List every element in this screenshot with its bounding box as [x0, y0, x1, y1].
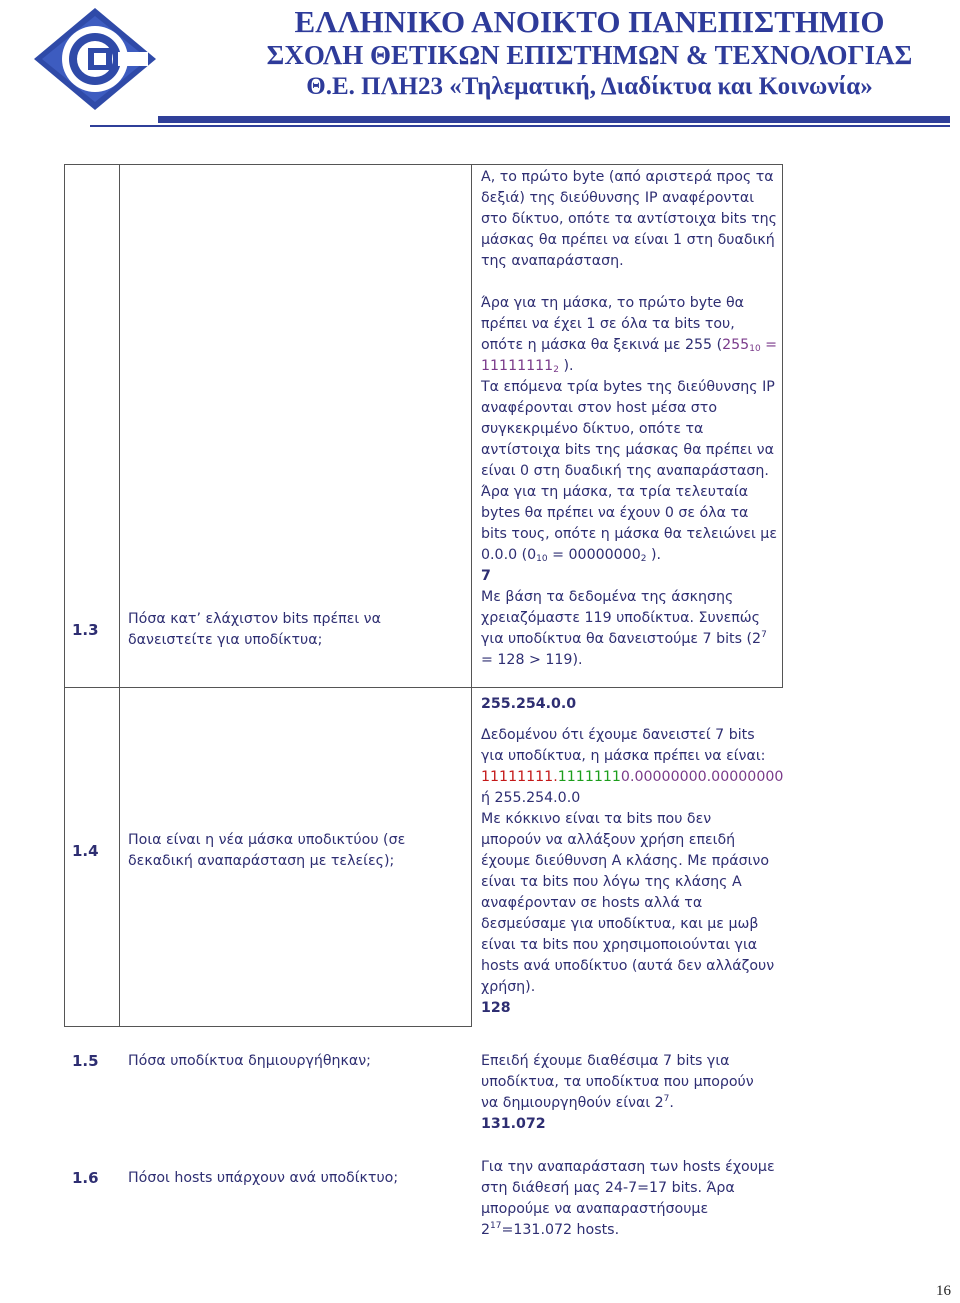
header-rule: [158, 116, 950, 123]
question-text: Πόσοι hosts υπάρχουν ανά υποδίκτυο;: [128, 1170, 399, 1186]
school-name: ΣΧΟΛΗ ΘΕΤΙΚΩΝ ΕΠΙΣΤΗΜΩΝ & ΤΕΧΝΟΛΟΓΙΑΣ: [266, 40, 913, 70]
page-number: 16: [936, 1283, 951, 1299]
row-number: 1.4: [72, 842, 99, 860]
page-header: [0, 0, 960, 135]
answer-explanation: Επειδή έχουμε διαθέσιμα 7 bits για υποδίκτυα, τα υποδίκτυα που μπορούν να δημιουργηθούν είναι $2^7$. 131.072: [481, 1051, 781, 1135]
university-name: ΕΛΛΗΝΙΚΟ ΑΝΟΙΚΤΟ ΠΑΝΕΠΙΣΤΗΜΙΟ: [294, 4, 885, 39]
question-text: Πόσα κατ’ ελάχιστον bits πρέπει να δανειστείτε για υποδίκτυα;: [128, 611, 381, 648]
row-number: 1.6: [72, 1169, 99, 1187]
header-rule-thin: [90, 125, 950, 127]
answer-value: 128: [481, 1000, 511, 1016]
answer-explanation: Άρα για τη μάσκα, το πρώτο byte θα πρέπει να έχει 1 σε όλα τα bits του, οπότε η μάσκα θα ξεκινά με 255 ($255_{10}$ = $11111111_2$ ). Τα επόμενα τρία bytes της διεύθυνσης IP αναφέρονται στον host μέσα στο συγκεκριμένο δίκτυο, οπότε τα αντίστοιχα bits της μάσκας θα πρέπει να είναι 0 στη δυαδική της αναπαράσταση. Άρα για τη μάσκα, τα τρία τελευταία bytes θα πρέπει να έχουν 0 σε όλα τα bits τους, οπότε η μάσκα θα τελειώνει με 0.0.0 ($0_{10} = 00000000_2$ ). 7 Με βάση τα δεδομένα της άσκησης χρειαζόμαστε 119 υποδίκτυα. Συνεπώς για υποδίκτυα θα δανειστούμε 7 bits ($2^7$ = 128 > 119).: [481, 293, 781, 671]
row-number: 1.5: [72, 1052, 99, 1070]
answer-value: 7: [481, 568, 491, 584]
answer-value: 255.254.0.0: [481, 696, 577, 712]
answer-value: 131.072: [481, 1116, 546, 1132]
question-text: Πόσα υποδίκτυα δημιουργήθηκαν;: [128, 1053, 371, 1069]
answer-explanation: Α, το πρώτο byte (από αριστερά προς τα δεξιά) της διεύθυνσης IP αναφέρονται στο δίκτυο, οπότε τα αντίστοιχα bits της μάσκας θα πρέπει να είναι 1 στη δυαδική της αναπαράσταση.: [481, 169, 778, 269]
course-title: Θ.Ε. ΠΛΗ23 «Τηλεματική, Διαδίκτυα και Κοινωνία»: [306, 73, 873, 100]
row-1-3-number-cell: [64, 164, 120, 688]
university-logo: [30, 6, 160, 112]
row-number: 1.3: [72, 621, 99, 639]
answer-explanation: 255.254.0.0 Δεδομένου ότι έχουμε δανειστεί 7 bits για υποδίκτυα, η μάσκα πρέπει να είναι: 11111111.11111110.00000000.00000000 ή 255.254.0.0 Με κόκκινο είναι τα bits που δεν μπορούν να αλλάξουν χρήση επειδή έχουμε διεύθυνση Α κλάσης. Με πράσινο είναι τα bits που λόγω της κλάσης Α αναφέρονταν σε hosts αλλά τα δεσμεύσαμε για υποδίκτυα, και με μωβ είναι τα bits που χρησιμοποιούνται για hosts ανά υποδίκτυο (αυτά δεν αλλάζουν χρήση). 128: [481, 694, 781, 1019]
binary-mask: 11111111.11111110.00000000.00000000: [481, 769, 784, 785]
answer-explanation: Για την αναπαράσταση των hosts έχουμε στη διάθεσή μας 24-7=17 bits. Άρα μπορούμε να αναπαραστήσουμε $2^{17}=131.072$ hosts.: [481, 1159, 775, 1238]
question-text: Ποια είναι η νέα μάσκα υποδικτύου (σε δεκαδική αναπαράσταση με τελείες);: [128, 832, 406, 869]
